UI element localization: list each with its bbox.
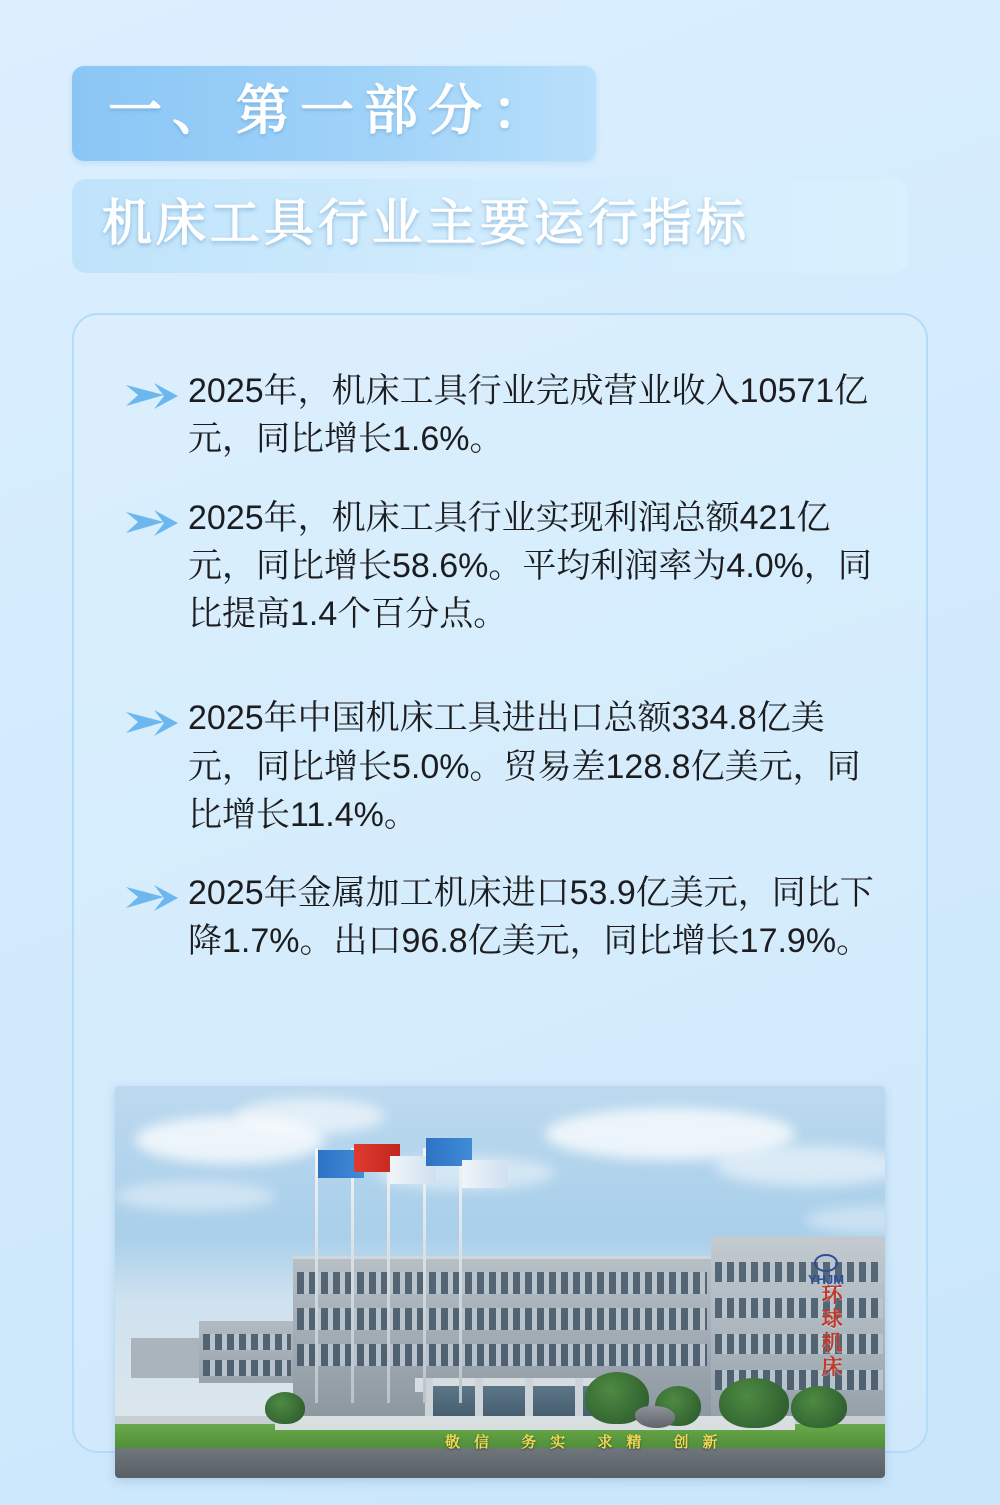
window-band: [715, 1334, 883, 1354]
window-band: [203, 1360, 291, 1376]
flag-pole: [387, 1148, 390, 1403]
list-item: [124, 494, 884, 639]
header: [72, 66, 928, 273]
background-building: [131, 1338, 203, 1378]
shrub: [791, 1386, 847, 1428]
flag-pole: [351, 1148, 354, 1403]
arrow-right-icon: [124, 508, 180, 538]
list-item-text: 2025年，机床工具行业实现利润总额421亿元，同比增长58.6%。平均利润率为4.0%，同比提高1.4个百分点。: [188, 498, 872, 634]
company-building-photo: [115, 1086, 885, 1478]
window-band: [715, 1262, 883, 1282]
flag-white: [462, 1160, 508, 1188]
flag-pole: [315, 1148, 318, 1403]
company-logo-icon: [805, 1254, 847, 1287]
slogan-text: 敬信 务实 求精 创新: [445, 1434, 732, 1451]
company-name-text: 环球机床: [821, 1284, 843, 1380]
photo-canvas: [115, 1086, 885, 1478]
cloud-shape: [115, 1181, 275, 1211]
arrow-right-icon: [124, 708, 180, 738]
arrow-right-icon: [124, 381, 180, 411]
list-item-text: 2025年金属加工机床进口53.9亿美元，同比下降1.7%。出口96.8亿美元，同比增长17.9%。: [188, 874, 874, 961]
section-number-banner: [72, 66, 596, 161]
shrub: [265, 1392, 305, 1424]
cloud-shape: [805, 1206, 885, 1234]
list-item-text: 2025年中国机床工具进出口总额334.8亿美元，同比增长5.0%。贸易差128.8亿美元，同比增长11.4%。: [188, 699, 861, 834]
window-band: [297, 1308, 707, 1330]
cloud-shape: [715, 1146, 885, 1186]
window-band: [297, 1272, 707, 1294]
flag-pole: [423, 1148, 426, 1403]
section-number-text: 一、第一部分：: [108, 81, 556, 141]
list-item: [124, 694, 884, 839]
bullet-list: [124, 367, 884, 996]
company-logo-text: YHJM: [807, 1272, 845, 1287]
list-item: [124, 367, 884, 464]
plaza-pavement: [275, 1416, 795, 1430]
page-title: 机床工具行业主要运行指标: [102, 195, 750, 252]
landscape-rock: [635, 1406, 675, 1428]
road: [115, 1448, 885, 1478]
list-item: [124, 869, 884, 966]
arrow-right-icon: [124, 883, 180, 913]
section-title-banner: [72, 179, 908, 273]
list-item-text: 2025年，机床工具行业完成营业收入10571亿元，同比增长1.6%。: [188, 372, 869, 459]
window-band: [297, 1344, 707, 1366]
window-band: [715, 1298, 883, 1318]
pine-tree: [719, 1378, 789, 1428]
window-band: [203, 1334, 291, 1350]
cloud-shape: [235, 1098, 385, 1134]
logo-ring-shape: [814, 1254, 838, 1272]
